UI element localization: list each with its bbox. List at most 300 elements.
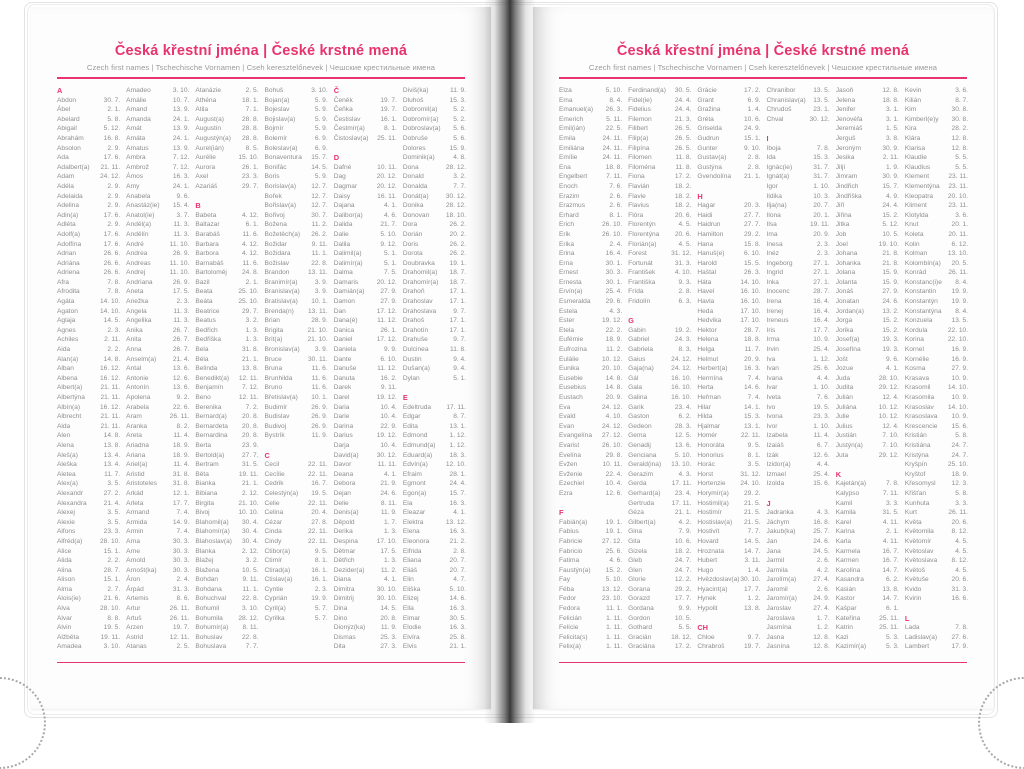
name-entry (265, 335, 329, 345)
name-entry (403, 230, 467, 240)
name-text: Dalimil(a) (333, 250, 362, 258)
nameday-date: 24. 12. (602, 422, 623, 430)
name-entry (403, 316, 467, 326)
name-entry (265, 412, 329, 422)
name-text: Elodie (402, 624, 422, 632)
name-entry (767, 642, 831, 652)
name-entry (265, 240, 329, 250)
name-text: Cézar (264, 518, 283, 526)
name-entry (334, 393, 398, 403)
nameday-date: 11. 3. (173, 317, 190, 325)
nameday-date: 20. 8. (242, 413, 259, 421)
name-entry (57, 240, 121, 250)
name-text: Drahotín (402, 326, 429, 334)
nameday-date: 3. 10. (172, 87, 190, 94)
name-entry (265, 479, 329, 489)
nameday-date: 9. 9. (384, 346, 397, 354)
name-entry (905, 96, 969, 106)
nameday-date: 24. 8. (242, 269, 259, 277)
name-text: Armin (126, 528, 144, 536)
nameday-date: 7. 2. (245, 403, 259, 411)
name-text: Boris (264, 173, 280, 181)
name-entry (334, 451, 398, 461)
name-text: Flavius (628, 202, 650, 210)
name-text: Bohdana (195, 585, 222, 593)
name-entry (265, 307, 329, 317)
nameday-date: 25. 6. (813, 365, 830, 373)
name-text: Eliana (402, 557, 422, 565)
name-text: Eusebie (559, 374, 583, 382)
name-text: Efraim (402, 470, 422, 478)
name-entry (195, 182, 259, 192)
nameday-date: 7. 4. (747, 394, 761, 401)
nameday-date: 26. 2. (449, 240, 467, 248)
nameday-date: 16. 9. (951, 346, 969, 354)
name-text: Jiří (835, 202, 845, 210)
name-entry (905, 220, 969, 230)
name-entry (559, 642, 623, 652)
nameday-date: 31. 7. (813, 163, 830, 171)
name-text: Hagar (697, 202, 716, 210)
name-text: Květomír (904, 537, 932, 545)
name-text: Darie (333, 413, 350, 421)
nameday-date: 9. 11. (311, 240, 328, 248)
name-text: Gizela (628, 547, 647, 555)
nameday-date: 10. 4. (380, 413, 397, 421)
name-entry (57, 403, 121, 413)
nameday-date: 28. 10. (100, 605, 121, 613)
name-entry (334, 585, 398, 595)
name-entry (126, 441, 190, 451)
nameday-date: 23. 3. (242, 173, 259, 181)
nameday-date: 24. 4. (674, 106, 692, 114)
name-text: Adléta (57, 221, 76, 229)
nameday-date: 22. 5. (605, 125, 623, 133)
nameday-date: 5. 12. (882, 221, 899, 229)
nameday-date: 14. 8. (103, 355, 121, 363)
name-text: Danuta (333, 374, 355, 382)
name-entry (126, 172, 190, 182)
name-text: Artur (126, 605, 141, 613)
name-text: Horymír(a) (697, 489, 729, 497)
nameday-date: 9. 4. (453, 365, 467, 373)
name-text: Dalibor(a) (333, 211, 363, 219)
nameday-date: 30. 3. (172, 547, 190, 555)
name-entry (628, 604, 692, 614)
nameday-date: 17. 6. (103, 240, 121, 248)
name-text: Anselm(a) (126, 355, 157, 363)
name-entry (628, 163, 692, 173)
name-text: Květomila (904, 528, 934, 536)
nameday-date: 18. 12. (671, 633, 692, 641)
name-text: Gorana (628, 585, 651, 593)
name-entry (767, 211, 831, 221)
name-text: Jozue (835, 365, 854, 373)
name-text: Cyprián (264, 595, 288, 603)
name-entry (195, 594, 259, 604)
nameday-date: 26. 7. (172, 336, 190, 344)
name-entry (126, 153, 190, 163)
nameday-date: 24. 11. (602, 134, 623, 142)
name-text: Bořek (264, 192, 282, 200)
name-text: Bernard(a) (195, 413, 227, 421)
name-entry (905, 470, 969, 480)
name-text: Cyrilka (264, 614, 285, 622)
name-text: Bernardina (195, 432, 228, 440)
nameday-date: 7. 12. (172, 163, 190, 171)
nameday-date: 5. 10. (674, 451, 692, 459)
nameday-date: 16. 10. (671, 394, 692, 401)
nameday-date: 30. 11. (308, 355, 328, 363)
nameday-date: 24. 6. (380, 489, 397, 497)
nameday-date: 1. 3. (384, 557, 397, 565)
nameday-date: 25. 7. (813, 528, 830, 536)
nameday-date: 26. 5. (674, 134, 692, 142)
name-text: Čestislav (333, 115, 361, 123)
name-entry (559, 182, 623, 192)
nameday-date: 25. 11. (377, 134, 397, 142)
nameday-date: 5. 6. (453, 125, 467, 133)
name-entry (628, 211, 692, 221)
name-entry (265, 86, 329, 96)
name-entry (265, 287, 329, 297)
name-entry (836, 499, 900, 509)
name-text: Horác (697, 461, 715, 469)
nameday-date: 27. 4. (813, 605, 830, 613)
name-text: Axel (195, 173, 209, 181)
name-text: Elvíra (402, 633, 420, 641)
nameday-date: 17. 9. (951, 643, 969, 651)
name-entry (559, 355, 623, 365)
name-text: Julián (835, 394, 853, 401)
name-entry (57, 364, 121, 374)
nameday-date: 22. 11. (740, 432, 761, 440)
name-entry (905, 633, 969, 643)
nameday-date: 1. 3. (245, 326, 259, 334)
name-text: Emanuel(a) (559, 106, 594, 114)
name-text: Celie (264, 499, 280, 507)
name-text: Ervín(a) (559, 288, 583, 296)
name-entry (403, 364, 467, 374)
name-entry (265, 527, 329, 537)
name-entry (57, 537, 121, 547)
name-text: Bohumír(a) (195, 624, 229, 632)
nameday-date: 26. 2. (449, 250, 467, 258)
name-entry (767, 556, 831, 566)
nameday-date: 2. 6. (609, 192, 623, 200)
name-entry (767, 383, 831, 393)
name-text: Kolombín(a) (904, 259, 941, 267)
name-text: Kamil (835, 499, 853, 507)
name-text: Alvar (57, 614, 73, 622)
name-text: Brit(a) (264, 336, 283, 344)
name-text: František (628, 269, 656, 277)
name-text: Erna (559, 259, 573, 267)
name-entry (403, 163, 467, 173)
nameday-date: 9. 5. (747, 441, 761, 449)
name-text: Celina (264, 509, 284, 517)
nameday-date: 12. 6. (813, 451, 830, 459)
name-text: Jordan(a) (835, 307, 864, 315)
name-text: Bojan(a) (264, 96, 290, 104)
name-text: Jaromír(a) (766, 595, 797, 603)
name-entry (334, 124, 398, 134)
name-text: Anita (126, 336, 142, 344)
nameday-date: 1. 5. (886, 125, 899, 133)
nameday-date: 19. 7. (172, 624, 190, 632)
nameday-date: 20. 1. (813, 211, 830, 219)
name-entry (334, 460, 398, 470)
name-entry (697, 105, 761, 115)
name-text: Afra (57, 278, 70, 286)
name-entry (403, 614, 467, 624)
nameday-date: 22. 9. (380, 422, 397, 430)
name-text: Eleonora (402, 537, 430, 545)
name-entry (403, 547, 467, 557)
name-text: Krasava (904, 374, 930, 382)
name-text: Božidara (264, 250, 291, 258)
nameday-date: 3. 5. (747, 461, 761, 469)
name-text: Eufémie (559, 336, 584, 344)
nameday-date: 26. 7. (172, 326, 190, 334)
nameday-date: 17. 1. (449, 298, 467, 306)
name-text: Kristián (904, 432, 927, 440)
name-text: Achiles (57, 336, 79, 344)
name-entry (334, 316, 398, 326)
name-entry (403, 585, 467, 595)
name-text: Angelika (126, 317, 152, 325)
name-entry (697, 287, 761, 297)
name-text: Izolda (766, 480, 785, 488)
nameday-date: 11. 6. (311, 365, 328, 373)
name-text: Despina (333, 537, 358, 545)
nameday-date: 17. 11. (671, 499, 692, 507)
name-entry (265, 326, 329, 336)
name-text: Elin (402, 576, 414, 584)
nameday-date: 20. 7. (449, 557, 467, 565)
name-entry (697, 460, 761, 470)
nameday-date: 11. 10. (169, 240, 190, 248)
name-entry (836, 211, 900, 221)
name-text: Eliáš (402, 566, 418, 574)
name-text: Jaroslava (766, 614, 795, 622)
nameday-date: 30. 10. (376, 585, 397, 593)
nameday-date: 18. 9. (172, 441, 190, 449)
name-entry (628, 614, 692, 624)
name-entry (403, 211, 467, 221)
nameday-date: 11. 11. (377, 461, 397, 469)
name-text: Dan (333, 307, 346, 315)
name-text: Iris (766, 326, 776, 334)
name-text: Justián (835, 432, 857, 440)
name-entry (836, 527, 900, 537)
name-text: Deana (333, 470, 354, 478)
name-entry (57, 383, 121, 393)
nameday-date: 16. 7. (311, 480, 328, 488)
name-text: Etela (559, 326, 575, 334)
nameday-date: 21. 11. (100, 422, 121, 430)
nameday-date: 14. 8. (103, 432, 121, 440)
name-entry (195, 335, 259, 345)
letter-header: C (264, 450, 270, 460)
name-entry (697, 201, 761, 211)
name-entry (195, 230, 259, 240)
nameday-date: 8. 4. (955, 307, 969, 315)
name-entry (559, 547, 623, 557)
name-text: Aranka (126, 422, 148, 430)
name-entry (126, 105, 190, 115)
name-entry (905, 240, 969, 250)
name-column (559, 86, 623, 652)
name-text: Adelina (57, 202, 79, 210)
name-entry (628, 403, 692, 413)
name-entry (836, 182, 900, 192)
name-text: Ábel (57, 106, 71, 114)
name-text: Gilbert(a) (628, 518, 656, 526)
name-entry (265, 134, 329, 144)
nameday-date: 27. 12. (602, 432, 623, 440)
name-entry (195, 623, 259, 633)
nameday-date: 4. 5. (955, 547, 969, 555)
name-text: Jasmína (766, 624, 792, 632)
name-text: Kilián (904, 96, 921, 104)
nameday-date: 31. 5. (882, 509, 899, 517)
nameday-date: 29. 8. (605, 451, 623, 459)
name-text: Honoráta (697, 441, 725, 449)
name-entry (697, 355, 761, 365)
name-entry (767, 326, 831, 336)
nameday-date: 25. 10. (947, 461, 969, 469)
name-text: Edeltruda (402, 403, 432, 411)
name-text: Brenda(n) (264, 307, 294, 315)
name-text: Bohuchval (195, 595, 227, 603)
name-text: Felix(a) (559, 643, 581, 651)
name-text: Kryšpín (904, 461, 928, 469)
name-entry (905, 441, 969, 451)
name-entry (905, 431, 969, 441)
spacer-row (195, 192, 259, 202)
name-entry (265, 594, 329, 604)
name-entry (697, 307, 761, 317)
nameday-date: 10. 1. (311, 298, 328, 306)
name-text: Blanka (195, 547, 216, 555)
name-text: Gustav(a) (697, 154, 727, 162)
name-text: Evženie (559, 470, 583, 478)
name-text: Herta (697, 384, 714, 392)
nameday-date: 26. 5. (674, 125, 692, 133)
nameday-date: 3. 2. (245, 317, 259, 325)
nameday-date: 4. 10. (605, 413, 623, 421)
name-entry (628, 470, 692, 480)
name-text: Iboja (766, 144, 781, 152)
name-entry (334, 105, 398, 115)
name-text: Hostimil(a) (697, 499, 729, 507)
name-entry (836, 431, 900, 441)
nameday-date: 15. 8. (744, 240, 761, 248)
name-text: Hvězdoslav(a) (697, 576, 740, 584)
nameday-date: 17. 10. (376, 537, 397, 545)
name-text: Josefína (835, 346, 861, 354)
name-entry (126, 345, 190, 355)
name-text: Babeta (195, 211, 217, 219)
nameday-date: 9. 10. (744, 144, 761, 152)
nameday-date: 19. 5. (311, 489, 328, 497)
name-text: Jarmil (766, 557, 785, 565)
name-entry (836, 268, 900, 278)
nameday-date: 21. 5. (744, 499, 761, 507)
nameday-date: 18. 10. (445, 211, 467, 219)
header-rule (57, 77, 465, 79)
name-text: Alice (57, 547, 72, 555)
name-entry (767, 230, 831, 240)
name-entry (628, 499, 692, 509)
name-text: Ingrid (766, 269, 784, 277)
name-text: Dylan (402, 374, 420, 382)
name-text: Karla (835, 537, 852, 545)
name-entry (57, 451, 121, 461)
name-entry (905, 335, 969, 345)
nameday-date: 8. 11. (380, 499, 397, 507)
name-entry (836, 287, 900, 297)
name-entry (334, 278, 398, 288)
nameday-date: 30. 9. (882, 173, 899, 181)
name-text: Ariadna (126, 441, 149, 449)
name-text: Izabela (766, 432, 788, 440)
name-text: Květa (904, 518, 922, 526)
name-entry (195, 431, 259, 441)
name-text: Božena (264, 221, 287, 229)
name-text: Eduard(a) (402, 451, 433, 459)
nameday-date: 12. 7. (311, 192, 328, 200)
nameday-date: 27. 7. (744, 211, 761, 219)
name-entry (126, 383, 190, 393)
name-text: Dante (333, 355, 352, 363)
name-text: Atanas (126, 643, 147, 651)
name-entry (767, 403, 831, 413)
name-entry (628, 335, 692, 345)
name-entry (697, 604, 761, 614)
name-text: Kira (904, 125, 917, 133)
nameday-date: 8. 5. (245, 144, 259, 152)
name-entry (195, 422, 259, 432)
nameday-date: 8. 12. (951, 528, 969, 536)
nameday-date: 18. 7. (449, 269, 467, 277)
name-text: Ida (766, 154, 776, 162)
name-entry (126, 499, 190, 509)
name-entry (697, 86, 761, 96)
name-entry (403, 403, 467, 413)
name-entry (57, 594, 121, 604)
nameday-date: 13. 9. (172, 144, 190, 152)
nameday-date: 21. 11. (100, 413, 121, 421)
nameday-date: 7. 7. (245, 643, 259, 651)
name-text: Havel (697, 288, 715, 296)
name-text: Hostimír (697, 509, 722, 517)
name-entry (126, 614, 190, 624)
nameday-date: 22. 8. (242, 633, 259, 641)
name-entry (334, 345, 398, 355)
name-entry (767, 441, 831, 451)
name-entry (403, 566, 467, 576)
name-text: Honorius (697, 451, 724, 459)
nameday-date: 20. 12. (376, 173, 397, 181)
nameday-date: 4. 1. (453, 509, 467, 517)
nameday-date: 25. 4. (813, 470, 830, 478)
nameday-date: 12. 11. (238, 394, 259, 401)
name-text: Bořivoj (264, 211, 285, 219)
name-entry (195, 383, 259, 393)
name-text: Abigail (57, 125, 77, 133)
